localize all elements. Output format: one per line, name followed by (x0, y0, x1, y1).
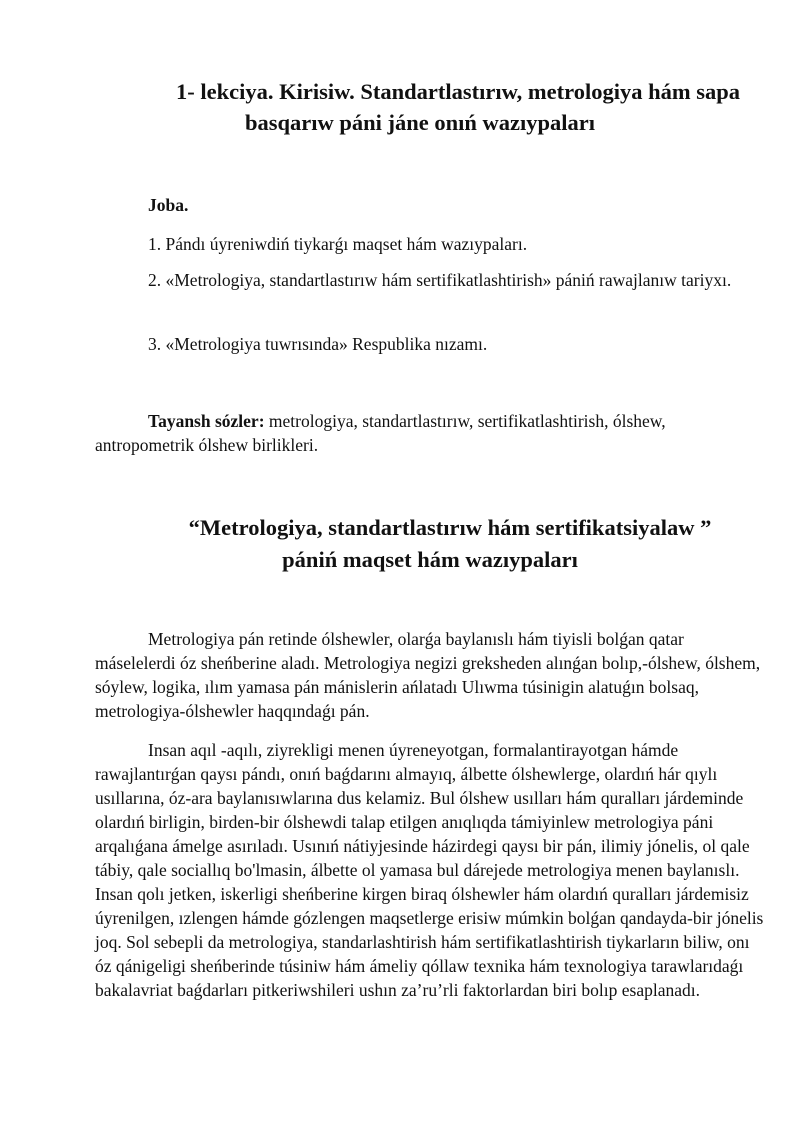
keywords-paragraph (95, 409, 767, 457)
plan-item-2: 2. «Metrologiya, standartlastırıw hám sertifikatlashtirish» pániń rawajlanıw tariyxı. (148, 270, 732, 290)
lecture-title-line-1: 1- lekciya. Kirisiw. Standartlastırıw, metrologiya hám sapa (176, 79, 740, 104)
plan-heading: Joba. (148, 195, 189, 215)
keywords-label: Tayansh sózler: (148, 411, 265, 431)
lecture-title-line-2: basqarıw páni jáne onıń wazıypaları (244, 110, 596, 135)
body-paragraph-2: Insan aqıl -aqılı, ziyrekligi menen úyreneyotgan, formalantirayotgan hámde rawajlantırǵan qaysı pándı, onıń baǵdarını almayıq, álbette ólshewlerge, olardıń hár qıylı usıllarına, óz-ara baylanısıwlarına dus kelamiz. Bul ólshew usılları hám quralları járdeminde olardıń birligin, birden-bir ólshewdi talap etilgen anıqlıqda támiyinlew metrologiya páni arqalıǵana ámelge asırıladı. Usınıń nátiyjesinde házirdegi qaysı bir pán, ilimiy jónelis, ol qale tábiy, qale sociallıq bo'lmasin, álbette ol yamasa bul dárejede metrologiya menen baylanıslı. Insan qolı jetken, iskerligi sheńberine kirgen biraq ólshewler hám olardıń quralları járdemisiz úyrenilgen, ızlengen hámde gózlengen maqsetlerge erisiw múmkin bolǵan qandayda-bir jónelis joq. Sol sebepli da metrologiya, standarlashtirish hám sertifikatlashtirish tiykarların biliw, onı óz qánigeligi sheńberinde túsiniw hám ámeliy qóllaw texnika hám texnologiya tarawlarıdaǵı bakalavriat baǵdarları pitkeriwshileri ushın za’ru’rli faktorlardan biri bolıp esaplanadı. (95, 740, 764, 1000)
lecture-title (130, 76, 770, 138)
body-paragraph-1: Metrologiya pán retinde ólshewler, olarǵa baylanıslı hám tiyisli bolǵan qatar máselelerdi óz sheńberine aladı. Metrologiya negizi greksheden alınǵan bolıp,-ólshew, ólshem, sóylew, logika, ılım yamasa pán mánislerin ańlatadı Ulıwma túsinigin alatuǵın bolsaq, metrologiya-ólshewler haqqındaǵı pán. (95, 629, 761, 721)
section-title-line-1: “Metrologiya, standartlastırıw hám sertifikatsiyalaw ” (188, 515, 712, 540)
section-title-line-2: pániń maqset hám wazıypaları (282, 547, 578, 572)
section-title (150, 512, 750, 576)
plan-item-1: 1. Pándı úyreniwdiń tiykarǵı maqset hám wazıypaları. (148, 234, 528, 254)
keywords-text: metrologiya, standartlastırıw, sertifikatlashtirish, ólshew, antropometrik ólshew birlikleri. (95, 411, 666, 455)
plan-item-3: 3. «Metrologiya tuwrısında» Respublika nızamı. (148, 334, 488, 354)
